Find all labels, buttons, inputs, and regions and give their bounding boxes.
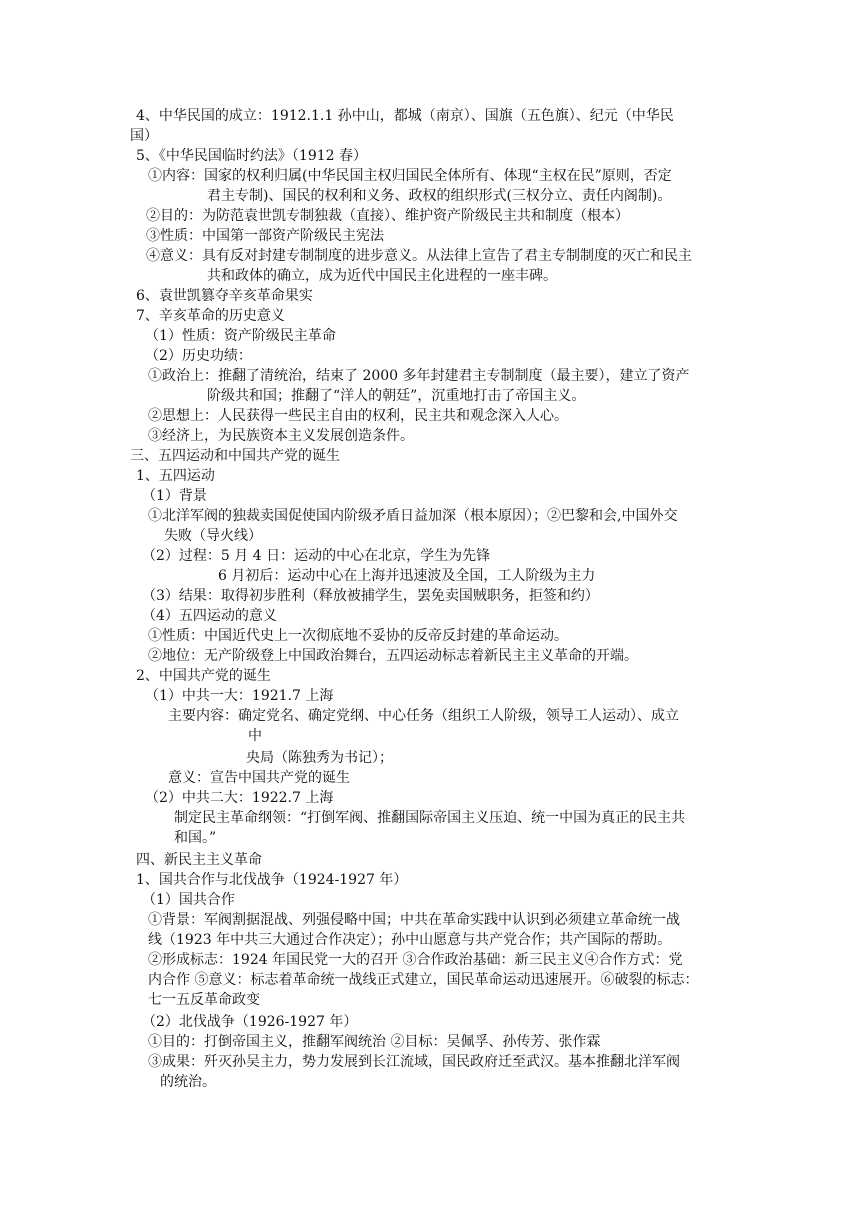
- text-line: ④意义：具有反对封建专制制度的进步意义。从法律上宣告了君主专制制度的灭亡和民主: [146, 248, 692, 264]
- section-heading: 1、五四运动: [136, 468, 215, 484]
- text-line: 线（1923 年中共三大通过合作决定）；孙中山愿意与共产党合作；共产国际的帮助。: [148, 932, 672, 948]
- text-line: （1）背景: [142, 488, 207, 504]
- text-line: ①性质：中国近代史上一次彻底地不妥协的反帝反封建的革命运动。: [148, 628, 568, 644]
- text-line: （2）北伐战争（1926-1927 年）: [142, 1014, 358, 1030]
- text-line: ②形成标志：1924 年国民党一大的召开 ③合作政治基础：新三民主义④合作方式：党: [148, 952, 683, 968]
- text-line: 主要内容：确定党名、确定党纲、中心任务（组织工人阶级，领导工人运动）、成立: [168, 708, 679, 724]
- text-line: ②思想上：人民获得一些民主自由的权利，民主共和观念深入人心。: [148, 408, 568, 424]
- text-line: 中: [248, 728, 262, 744]
- text-line: ③性质：中国第一部资产阶级民主宪法: [146, 228, 384, 244]
- text-line: （1）中共一大：1921.7 上海: [145, 688, 334, 704]
- text-line: 制定民主革命纲领：“打倒军阀、推翻国际帝国主义压迫、统一中国为真正的民主共: [174, 810, 686, 826]
- section-heading: 6、袁世凯篡夺辛亥革命果实: [136, 288, 313, 304]
- section-heading: 2、中国共产党的诞生: [136, 668, 271, 684]
- text-line: ①内容：国家的权利归属(中华民国主权归国民全体所有、体现“主权在民”原则，否定: [148, 168, 672, 184]
- text-line: ①北洋军阀的独裁卖国促使国内阶级矛盾日益加深（根本原因）；②巴黎和会,中国外交: [148, 508, 678, 524]
- section-heading: 1、国共合作与北伐战争（1924-1927 年）: [136, 872, 408, 888]
- text-line: （2）历史功绩：: [145, 348, 252, 364]
- text-line: （2）中共二大：1922.7 上海: [145, 790, 334, 806]
- text-line: ②地位：无产阶级登上中国政治舞台，五四运动标志着新民主主义革命的开端。: [148, 648, 638, 664]
- text-line: （4）五四运动的意义: [142, 608, 277, 624]
- text-line: 国）: [130, 128, 158, 144]
- section-heading: 7、辛亥革命的历史意义: [136, 308, 285, 324]
- text-line: ③经济上，为民族资本主义发展创造条件。: [148, 428, 414, 444]
- text-line: 和国。”: [174, 830, 217, 846]
- text-line: 央局（陈独秀为书记）；: [246, 750, 393, 766]
- text-line: 内合作 ⑤意义：标志着革命统一战线正式建立，国民革命运动迅速展开。⑥破裂的标志：: [148, 972, 699, 988]
- text-line: 的统治。: [160, 1074, 216, 1090]
- text-line: ③成果：歼灭孙吴主力，势力发展到长江流域，国民政府迁至武汉。基本推翻北洋军阀: [148, 1054, 680, 1070]
- text-line: ①背景：军阀割据混战、列强侵略中国；中共在革命实践中认识到必须建立革命统一战: [148, 912, 680, 928]
- text-line: 阶级共和国；推翻了“洋人的朝廷”，沉重地打击了帝国主义。: [207, 388, 586, 404]
- text-line: 共和政体的确立，成为近代中国民主化进程的一座丰碑。: [207, 268, 557, 284]
- text-line: ①目的：打倒帝国主义，推翻军阀统治 ②目标：吴佩孚、孙传芳、张作霖: [148, 1034, 601, 1050]
- text-line: （3）结果：取得初步胜利（释放被捕学生，罢免卖国贼职务，拒签和约）: [142, 588, 599, 604]
- text-line: （1）国共合作: [142, 892, 235, 908]
- text-line: 君主专制)、国民的权利和义务、政权的组织形式(三权分立、责任内阁制)。: [207, 188, 672, 204]
- text-line: ①政治上：推翻了清统治，结束了 2000 多年封建君主专制制度（最主要），建立了资产: [148, 368, 690, 384]
- text-line: （1）性质：资产阶级民主革命: [145, 328, 336, 344]
- chapter-heading: 四、新民主主义革命: [136, 852, 262, 868]
- text-line: 6 月初后：运动中心在上海并迅速波及全国，工人阶级为主力: [218, 568, 596, 584]
- text-line: 意义：宣告中国共产党的诞生: [168, 770, 350, 786]
- text-line: 4、中华民国的成立：1912.1.1 孙中山，都城（南京）、国旗（五色旗）、纪元（中华民: [136, 108, 674, 124]
- text-line: （2）过程：5 月 4 日：运动的中心在北京，学生为先锋: [142, 548, 491, 564]
- section-heading: 5、《中华民国临时约法》（1912 春）: [136, 148, 367, 164]
- text-line: 七一五反革命政变: [148, 992, 260, 1008]
- chapter-heading: 三、五四运动和中国共产党的诞生: [130, 448, 340, 464]
- text-line: 失败（导火线）: [164, 528, 262, 544]
- text-line: ②目的：为防范袁世凯专制独裁（直接）、维护资产阶级民主共和制度（根本）: [146, 208, 629, 224]
